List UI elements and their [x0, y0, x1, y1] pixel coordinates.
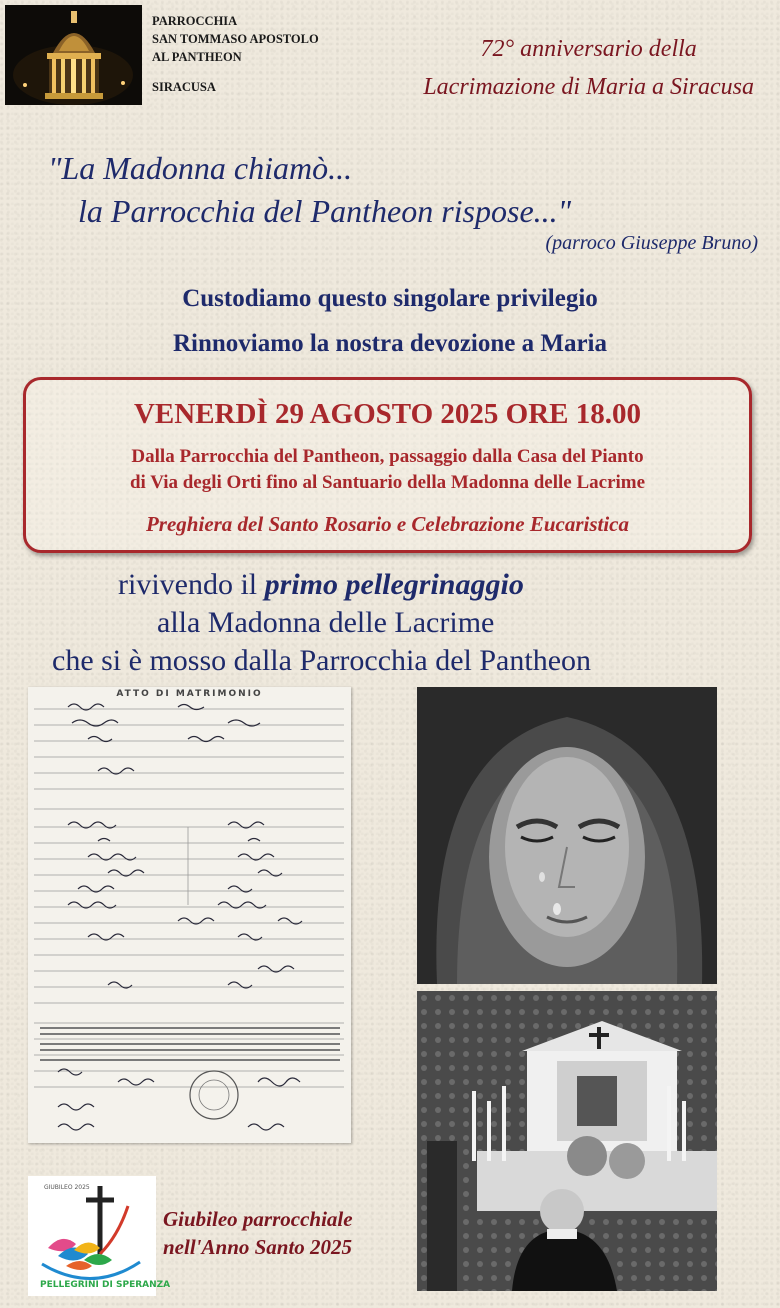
certificate-lines [28, 687, 351, 1143]
reviving-line-1-emphasis: primo pellegrinaggio [264, 568, 524, 601]
parish-line-3: AL PANTHEON [152, 50, 242, 64]
event-prayer: Preghiera del Santo Rosario e Celebrazione Eucaristica [145, 512, 630, 536]
pantheon-night-photo [5, 5, 142, 105]
jubilee-logo-top-text: GIUBILEO 2025 [44, 1184, 90, 1191]
quote-line-2: la Parrocchia del Pantheon rispose..." [78, 193, 572, 229]
jubilee-caption-line-2: nell'Anno Santo 2025 [163, 1235, 353, 1259]
parish-line-1: PARROCCHIA [152, 14, 238, 28]
motto-line-2: Rinnoviamo la nostra devozione a Maria [172, 330, 607, 357]
jubilee-caption-line-1: Giubileo parrocchiale [163, 1207, 353, 1231]
jubilee-2025-logo [28, 1176, 156, 1296]
certificate-title: ATTO DI MATRIMONIO [116, 689, 263, 699]
jubilee-logo-bottom-text: PELLEGRINI DI SPERANZA [40, 1280, 171, 1290]
anniversary-line-1: 72° anniversario della [480, 36, 697, 62]
altar-priest-photo [417, 991, 717, 1291]
parish-city: SIRACUSA [152, 80, 216, 94]
parish-name-block [152, 12, 319, 96]
reviving-line-2: alla Madonna delle Lacrime [157, 606, 495, 639]
event-box [23, 377, 752, 553]
anniversary-heading [423, 30, 754, 106]
event-route-line-2: di Via degli Orti fino al Santuario della Madonna delle Lacrime [129, 472, 646, 493]
reviving-line-1 [118, 568, 524, 602]
event-date: VENERDÌ 29 AGOSTO 2025 ORE 18.00 [133, 398, 642, 430]
quote-line-1: "La Madonna chiamò... [48, 150, 353, 186]
marriage-certificate-image [28, 687, 351, 1143]
jubilee-caption [163, 1205, 353, 1261]
event-route-line-1: Dalla Parrocchia del Pantheon, passaggio dalla Casa del Pianto [131, 446, 644, 467]
reviving-line-3: che si è mosso dalla Parrocchia del Pantheon [52, 644, 592, 677]
motto-line-1: Custodiamo questo singolare privilegio [182, 285, 598, 312]
parish-line-2: SAN TOMMASO APOSTOLO [152, 32, 319, 46]
quote-author: (parroco Giuseppe Bruno) [545, 232, 758, 254]
anniversary-line-2: Lacrimazione di Maria a Siracusa [423, 74, 754, 100]
madonna-tears-photo [417, 687, 717, 984]
reviving-line-1-pre: rivivendo il [118, 568, 265, 601]
